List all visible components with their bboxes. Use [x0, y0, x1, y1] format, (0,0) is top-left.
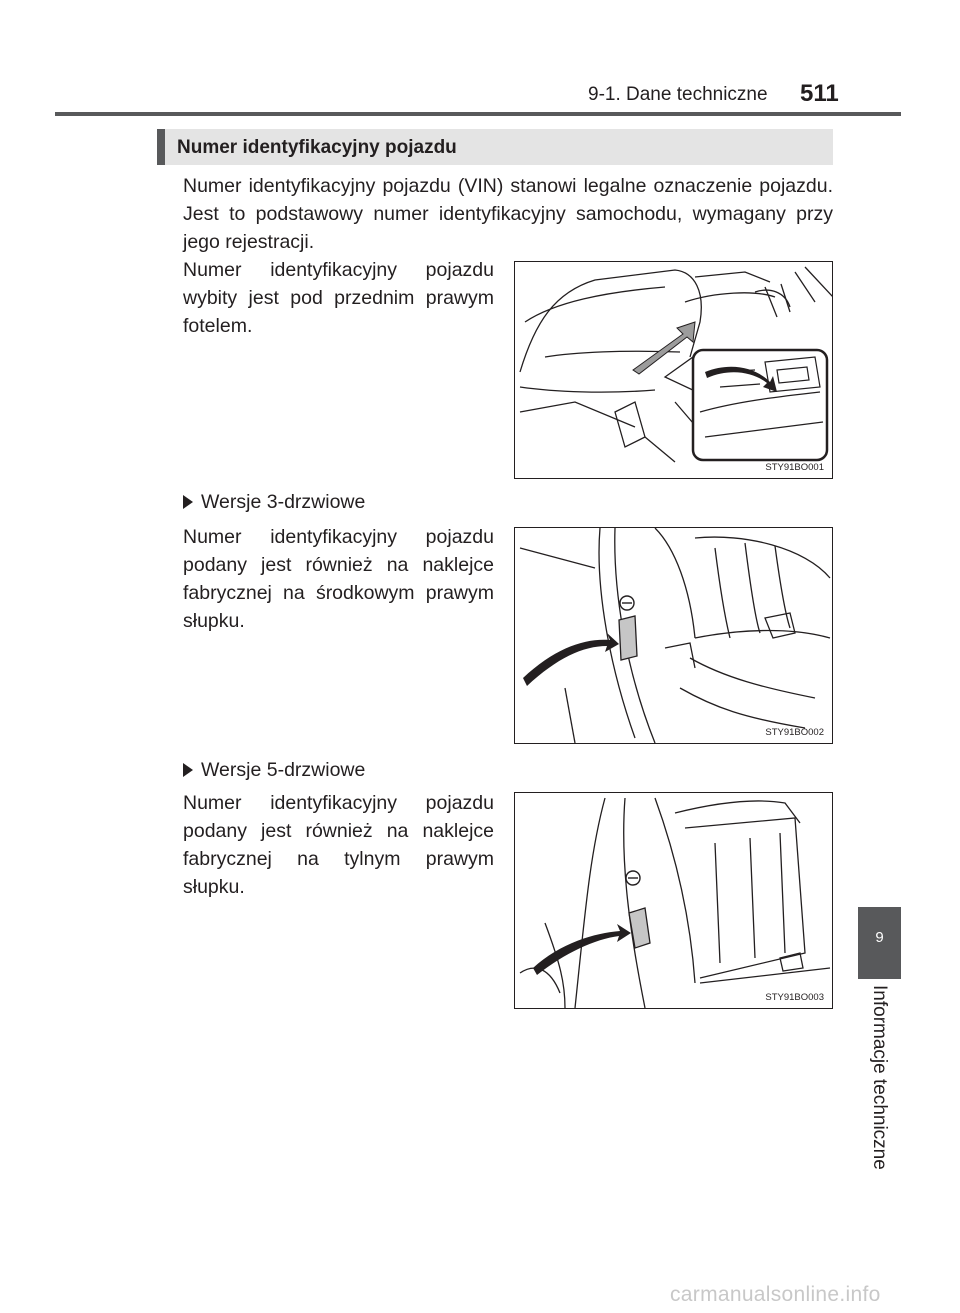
vin-b-pillar-text: Numer identyfikacyjny pojazdu podany jest również na naklejce fabrycznej na środkowym prawym słupku. [183, 526, 494, 632]
header-divider [55, 112, 901, 116]
section-accent [157, 129, 165, 165]
bullet-5-door [183, 758, 365, 782]
figure-code: STY91BO001 [765, 462, 824, 473]
seat-illustration [515, 262, 833, 479]
b-pillar-illustration [515, 528, 833, 744]
vin-under-seat-text: Numer identyfikacyjny pojazdu wybity jest pod przednim prawym fotelem. [183, 259, 494, 337]
section-title-bar [157, 129, 833, 165]
header-section-title: 9-1. Dane techniczne [588, 84, 768, 105]
bullet-label: Wersje 3-drzwiowe [201, 491, 366, 513]
bullet-triangle-icon [183, 495, 193, 509]
figure-b-pillar-3door [514, 527, 833, 744]
c-pillar-illustration [515, 793, 833, 1009]
chapter-label: Informacje techniczne [869, 985, 890, 1170]
figure-seat-vin [514, 261, 833, 479]
watermark: carmanualsonline.info [670, 1283, 881, 1306]
figure-code: STY91BO002 [765, 727, 824, 738]
chapter-tab [858, 907, 901, 979]
section-title: Numer identyfikacyjny pojazdu [177, 137, 457, 158]
chapter-number: 9 [875, 929, 884, 946]
page-number: 511 [800, 80, 839, 107]
intro-paragraph: Numer identyfikacyjny pojazdu (VIN) stanowi legalne oznaczenie pojazdu. Jest to podstawowy numer identyfikacyjny samochodu, wymagany przy jego rejestracji. [183, 175, 833, 253]
bullet-triangle-icon [183, 763, 193, 777]
figure-c-pillar-5door [514, 792, 833, 1009]
figure-code: STY91BO003 [765, 992, 824, 1003]
bullet-label: Wersje 5-drzwiowe [201, 759, 366, 781]
bullet-3-door [183, 490, 365, 514]
vin-c-pillar-text: Numer identyfikacyjny pojazdu podany jest również na naklejce fabrycznej na tylnym prawym słupku. [183, 792, 494, 898]
